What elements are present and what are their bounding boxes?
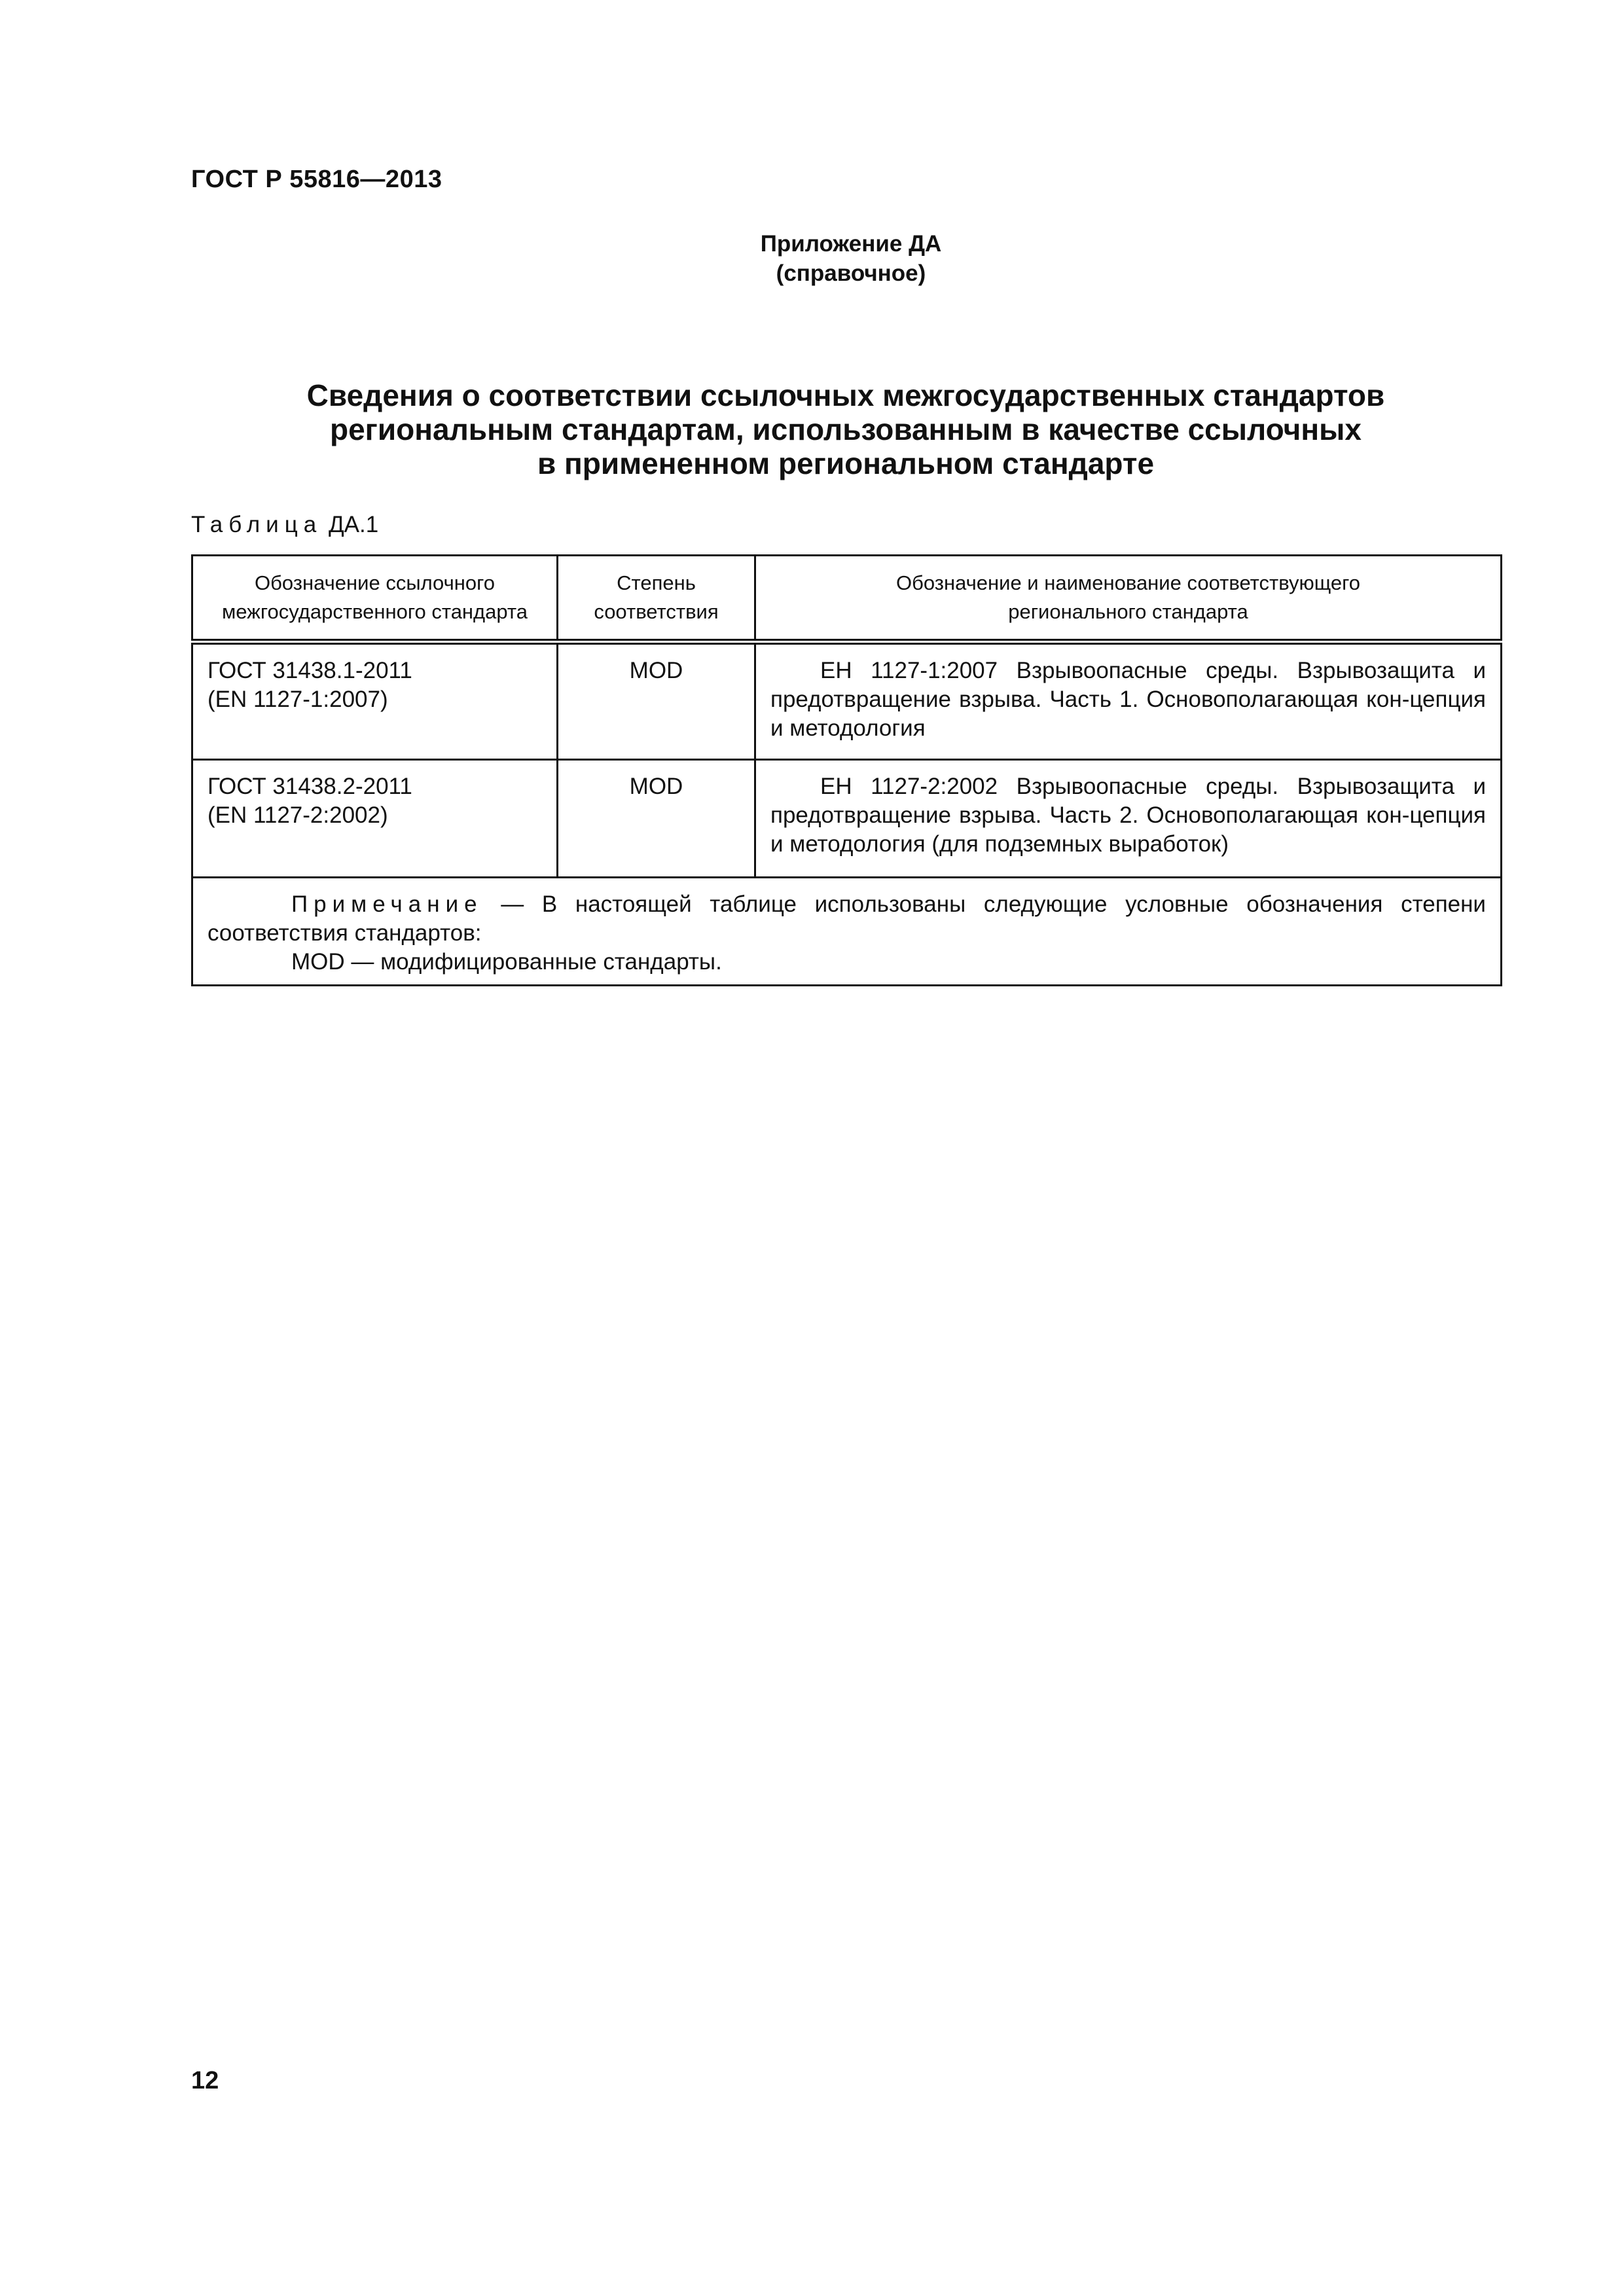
table-row xyxy=(192,642,1502,760)
table-note xyxy=(192,878,1502,986)
header-reference-standard xyxy=(192,556,558,642)
header-cell-line: Обозначение и наименование соответствующего xyxy=(895,571,1361,594)
section-title xyxy=(191,378,1500,480)
standard-equivalent: (EN 1127-2:2002) xyxy=(208,802,388,828)
standard-code: ГОСТ 31438.2-2011 xyxy=(208,774,412,799)
table-header-row xyxy=(192,556,1502,642)
header-degree xyxy=(558,556,755,642)
header-cell-line: Обозначение ссылочного xyxy=(255,571,495,594)
table-label-number: ДА.1 xyxy=(328,512,379,537)
cell-degree: MOD xyxy=(558,760,755,878)
cell-degree: MOD xyxy=(558,642,755,760)
header-regional-standard xyxy=(755,556,1502,642)
title-line-1: Сведения о соответствии ссылочных межгосударственных стандартов xyxy=(306,378,1385,412)
title-line-3: в примененном региональном стандарте xyxy=(537,446,1155,480)
table-note-row xyxy=(192,878,1502,986)
appendix-type: (справочное) xyxy=(776,260,926,286)
cell-reference-standard xyxy=(192,760,558,878)
title-line-2: региональным стандартам, использованным в качестве ссылочных xyxy=(330,412,1362,446)
cell-reference-standard xyxy=(192,642,558,760)
header-cell-line: регионального стандарта xyxy=(1008,600,1248,623)
document-code: ГОСТ Р 55816—2013 xyxy=(191,166,442,193)
header-cell-line: соответствия xyxy=(594,600,719,623)
table-label-word: Таблица xyxy=(191,512,323,537)
note-text xyxy=(208,890,1486,948)
appendix-heading xyxy=(655,229,1047,288)
cell-regional-standard: ЕН 1127-2:2002 Взрывоопасные среды. Взрывозащита и предотвращение взрыва. Часть 2. Основополагающая кон-цепция и методология (для подземных выработок) xyxy=(755,760,1502,878)
page-number: 12 xyxy=(191,2067,219,2094)
note-body: — В настоящей таблице использованы следующие условные обозначения степени соответствия стандартов: xyxy=(208,891,1486,946)
appendix-title: Приложение ДА xyxy=(760,231,942,257)
table-row xyxy=(192,760,1502,878)
table-label xyxy=(191,512,378,538)
header-cell-line: межгосударственного стандарта xyxy=(221,600,528,623)
cell-regional-standard: ЕН 1127-1:2007 Взрывоопасные среды. Взрывозащита и предотвращение взрыва. Часть 1. Основополагающая кон-цепция и методология xyxy=(755,642,1502,760)
correspondence-table xyxy=(191,554,1502,986)
note-label: Примечание xyxy=(291,891,483,917)
header-cell-line: Степень xyxy=(617,571,696,594)
standard-equivalent: (EN 1127-1:2007) xyxy=(208,687,388,712)
note-mod-definition: MOD — модифицированные стандарты. xyxy=(291,949,722,975)
standard-code: ГОСТ 31438.1-2011 xyxy=(208,658,412,683)
